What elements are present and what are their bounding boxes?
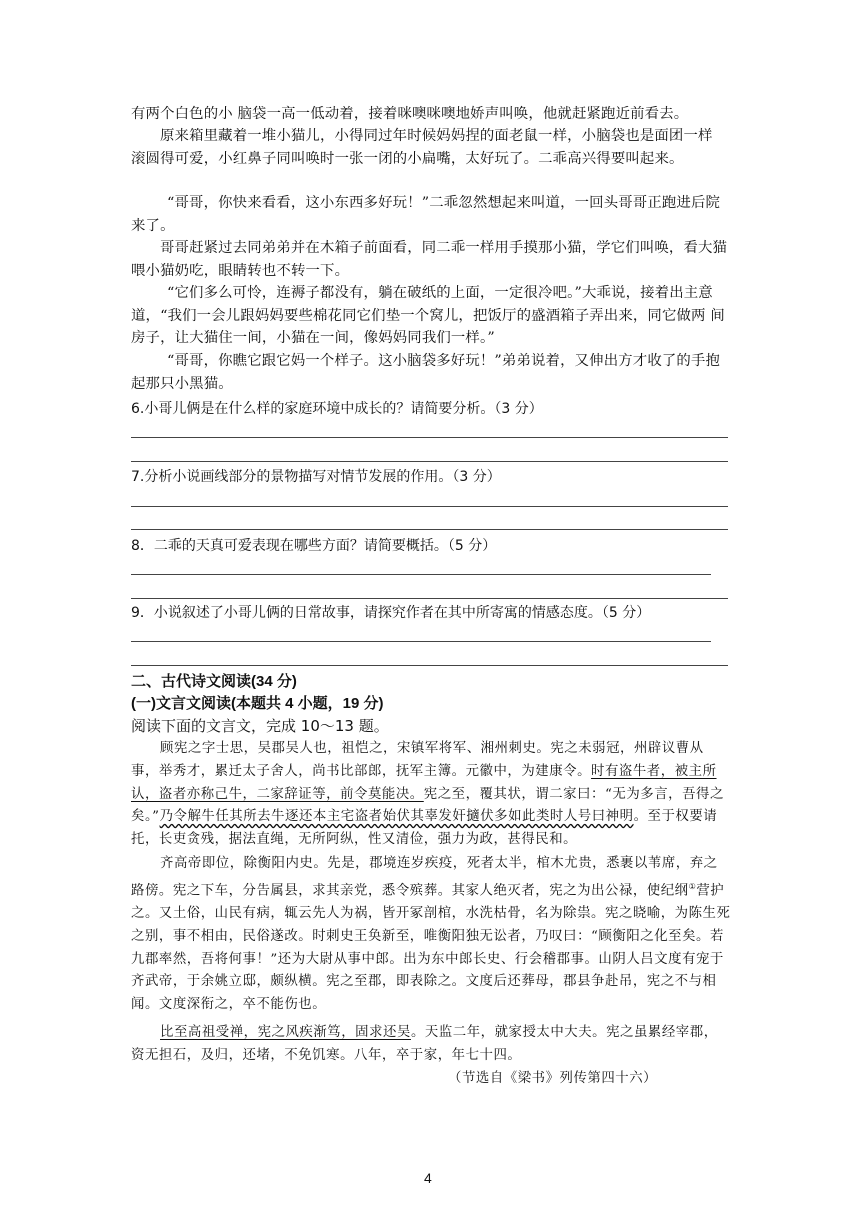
instruction-text: 阅读下面的文言文，完成 10～13 题。 <box>131 717 389 735</box>
story-paragraph-4: 哥哥赶紧过去同弟弟并在木箱子前面看，同二乖一样用手摸那小猫，学它们叫唤，看大猫 喂小猫奶吃，眼睛转也不转一下。 <box>131 240 728 279</box>
answer-line[interactable] <box>131 574 711 575</box>
question-6: 6.小哥儿俩是在什么样的家庭环境中成长的？请简要分析。（3 分） <box>131 401 543 417</box>
classical-paragraph-3: 比至高祖受禅，宪之风疾渐笃，固求还吴。天监二年，就家授太中大夫。宪之虽累经宰郡，资无担石，及归，还堵，不免饥寒。八年，卒于家，年七十四。 <box>131 1025 718 1063</box>
source-citation: （节选自《梁书》列传第四十六） <box>448 1071 658 1086</box>
section-heading: 二、古代诗文阅读(34 分) <box>131 673 297 690</box>
question-7: 7.分析小说画线部分的景物描写对情节发展的作用。（3 分） <box>131 469 501 485</box>
page-number: 4 <box>424 1170 432 1186</box>
footnote-marker: ① <box>688 881 697 891</box>
wavy-underlined-sentence: 乃令解牛任其所去牛逐还本主宅盗者始伏其辜发奸擿伏多如此类时人号曰神明 <box>159 809 634 825</box>
underlined-sentence: 时有盗牛者，被主所认，盗者亦称己牛，二家辞证等，前令莫能决。 <box>131 763 717 802</box>
answer-line[interactable] <box>131 665 728 666</box>
story-paragraph-1: 有两个白色的小 脑袋一高一低动着，接着咪噢咪噢地娇声叫唤，他就赶紧跑近前看去。 <box>131 106 689 122</box>
underlined-sentence: 比至高祖受禅，宪之风疾渐笃，固求还吴 <box>160 1025 411 1040</box>
classical-paragraph-1: 顾宪之字士思，吴郡吴人也，祖恺之，宋镇军将军、湘州刺史。宪之未弱冠，州辟议曹从事，举秀才，累迁太子舍人，尚书比部郎，抚军主簿。元徽中，为建康令。时有盗牛者，被主所认，盗者亦称己牛，二家辞证等，前令莫能决。宪之至，覆其状，谓二家曰：“无为多言，吾得之矣。”乃令解牛任其所去牛逐还本主宅盗者始伏其辜发奸擿伏多如此类时人号曰神明。至于权要请托，长吏贪残，据法直绳，无所阿纵，性又清俭，强力为政，甚得民和。 <box>131 741 724 848</box>
question-8: 8．二乖的天真可爱表现在哪些方面？请简要概括。（5 分） <box>131 538 497 554</box>
answer-line[interactable] <box>131 461 728 462</box>
question-9: 9．小说叙述了小哥儿俩的日常故事，请探究作者在其中所寄寓的情感态度。（5 分） <box>131 605 651 621</box>
classical-paragraph-2: 齐高帝即位，除衡阳内史。先是，郡境连岁疾疫，死者太半，棺木尤贵，悉裹以苇席，弃之路傍。宪之下车，分告属县，求其亲党，悉令殡葬。其家人绝灭者，宪之为出公禄，使纪纲①营护之。又土俗，山民有病，辄云先人为祸，皆开冢剖棺，水洗枯骨，名为除祟。宪之晓喻，为陈生死之别，事不相由，民俗遂改。时刺史王奂新至，唯衡阳独无讼者，乃叹曰：“顾衡阳之化至矣。若九郡率然，吾将何事！”还为大尉从事中郎。出为东中郎长史、行会稽郡事。山阴人吕文度有宠于齐武帝，于余姚立邸，颇纵横。宪之至郡，即表除之。文度后还葬母，郡县争赴吊，宪之不与相闻。文度深衔之，卒不能伤也。 <box>131 856 731 1013</box>
story-paragraph-2: 原来箱里藏着一堆小猫儿，小得同过年时候妈妈捏的面老鼠一样，小脑袋也是面团一样 滚圆得可爱，小红鼻子同叫唤时一张一闭的小扁嘴，太好玩了。二乖高兴得要叫起来。 <box>131 128 713 167</box>
answer-line[interactable] <box>131 437 728 438</box>
answer-line[interactable] <box>131 529 728 530</box>
story-paragraph-5: “它们多么可怜，连褥子都没有，躺在破纸的上面，一定很冷吧。”大乖说，接着出主意 道，“我们一会儿跟妈妈要些棉花同它们垫一个窝儿，把饭厅的盛酒箱子弄出来，同它做两 间房子，让大猫住一间，小猫在一间，像妈妈同我们一样。” <box>131 285 725 346</box>
answer-line[interactable] <box>131 506 728 507</box>
subsection-heading: (一)文言文阅读(本题共 4 小题，19 分) <box>131 695 384 712</box>
story-paragraph-3: “哥哥，你快来看看，这小东西多好玩！”二乖忽然想起来叫道，一回头哥哥正跑进后院 来了。 <box>131 195 721 234</box>
answer-line[interactable] <box>131 641 711 642</box>
story-paragraph-6: “哥哥，你瞧它跟它妈一个样子。这小脑袋多好玩！”弟弟说着，又伸出方才收了的手抱 起那只小黑猫。 <box>131 353 721 392</box>
answer-line[interactable] <box>131 598 728 599</box>
